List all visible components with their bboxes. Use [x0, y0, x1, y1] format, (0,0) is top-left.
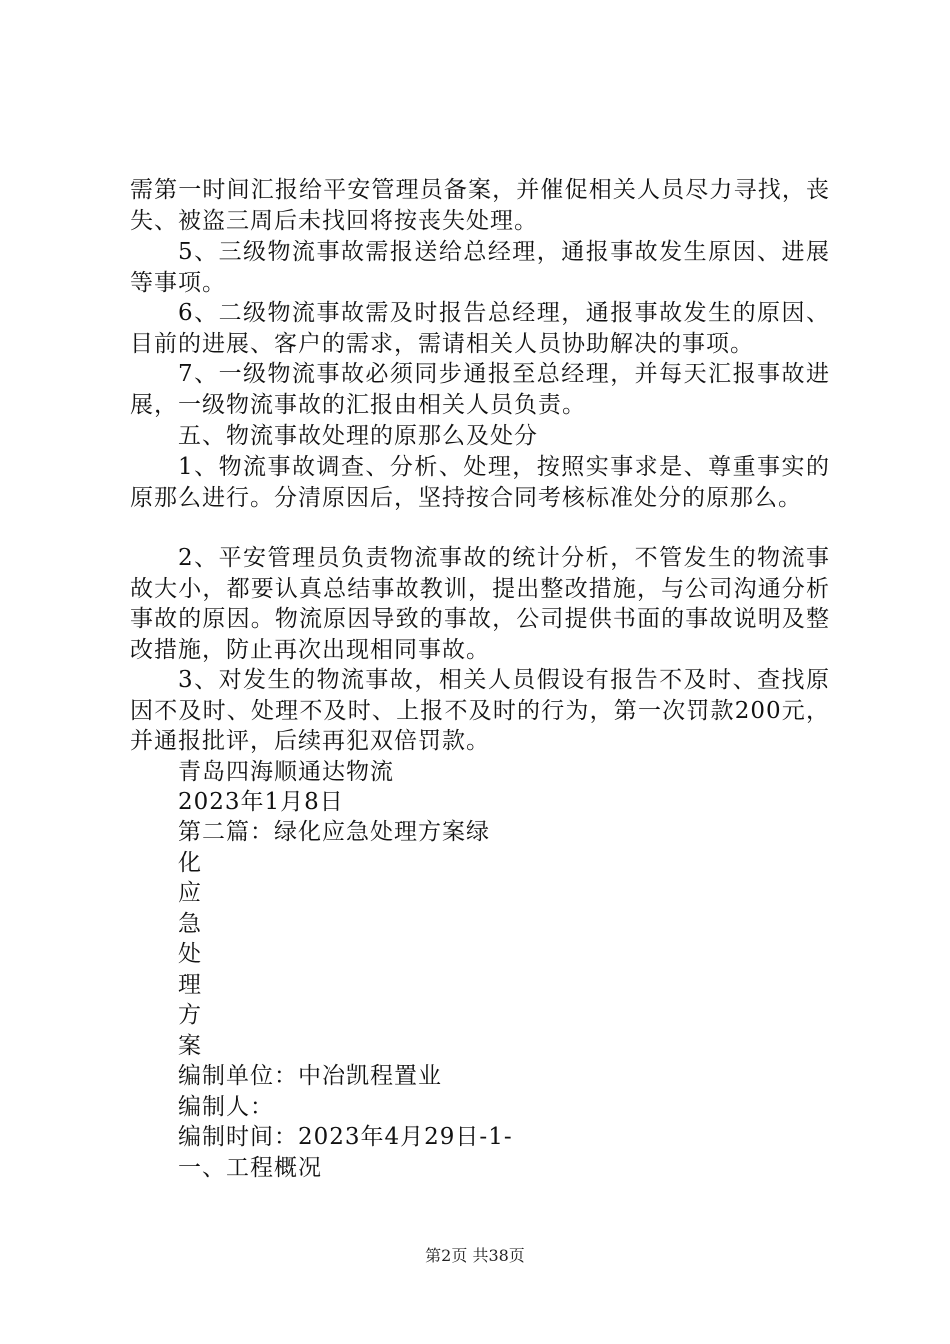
vertical-char: 急	[178, 911, 201, 937]
compile-unit: 编制单位：中冶凯程置业	[178, 1063, 442, 1089]
vertical-char: 案	[178, 1033, 201, 1059]
paragraph-level1-accident: 7、一级物流事故必须同步通报至总经理，并每天汇报事故进展，一级物流事故的汇报由相关人员负责。	[130, 361, 830, 418]
paragraph-investigation: 1、物流事故调查、分析、处理，按照实事求是、尊重事实的原那么进行。分清原因后，坚持按合同考核标准处分的原那么。	[130, 454, 830, 511]
section-heading-overview: 一、工程概况	[178, 1155, 322, 1181]
section-heading-principles: 五、物流事故处理的原那么及处分	[178, 423, 538, 449]
paragraph-penalty: 3、对发生的物流事故，相关人员假设有报告不及时、查找原因不及时、处理不及时、上报不及时的行为，第一次罚款200元，并通报批评，后续再犯双倍罚款。	[130, 667, 830, 754]
vertical-char: 处	[178, 941, 201, 967]
compile-author: 编制人：	[178, 1094, 274, 1120]
vertical-char: 化	[178, 850, 201, 876]
vertical-char: 理	[178, 972, 201, 998]
vertical-char: 应	[178, 880, 201, 906]
page-footer: 第2页 共38页	[425, 1246, 525, 1265]
paragraph-level2-accident: 6、二级物流事故需及时报告总经理，通报事故发生的原因、目前的进展、客户的需求，需请相关人员协助解决的事项。	[130, 300, 830, 357]
paragraph-level3-accident: 5、三级物流事故需报送给总经理，通报事故发生原因、进展等事项。	[130, 239, 830, 296]
vertical-char: 方	[178, 1002, 201, 1028]
signature-date: 2023年1月8日	[178, 789, 344, 815]
paragraph-statistics: 2、平安管理员负责物流事故的统计分析，不管发生的物流事故大小，都要认真总结事故教训，提出整改措施，与公司沟通分析事故的原因。物流原因导致的事故，公司提供书面的事故说明及整改措施，防止再次出现相同事故。	[130, 545, 830, 663]
compile-time: 编制时间：2023年4月29日-1-	[178, 1124, 513, 1150]
signature-company: 青岛四海顺通达物流	[178, 759, 394, 785]
paragraph-loss-report: 需第一时间汇报给平安管理员备案，并催促相关人员尽力寻找，丧失、被盗三周后未找回将按丧失处理。	[130, 177, 830, 234]
second-part-title: 第二篇：绿化应急处理方案绿	[178, 819, 490, 845]
